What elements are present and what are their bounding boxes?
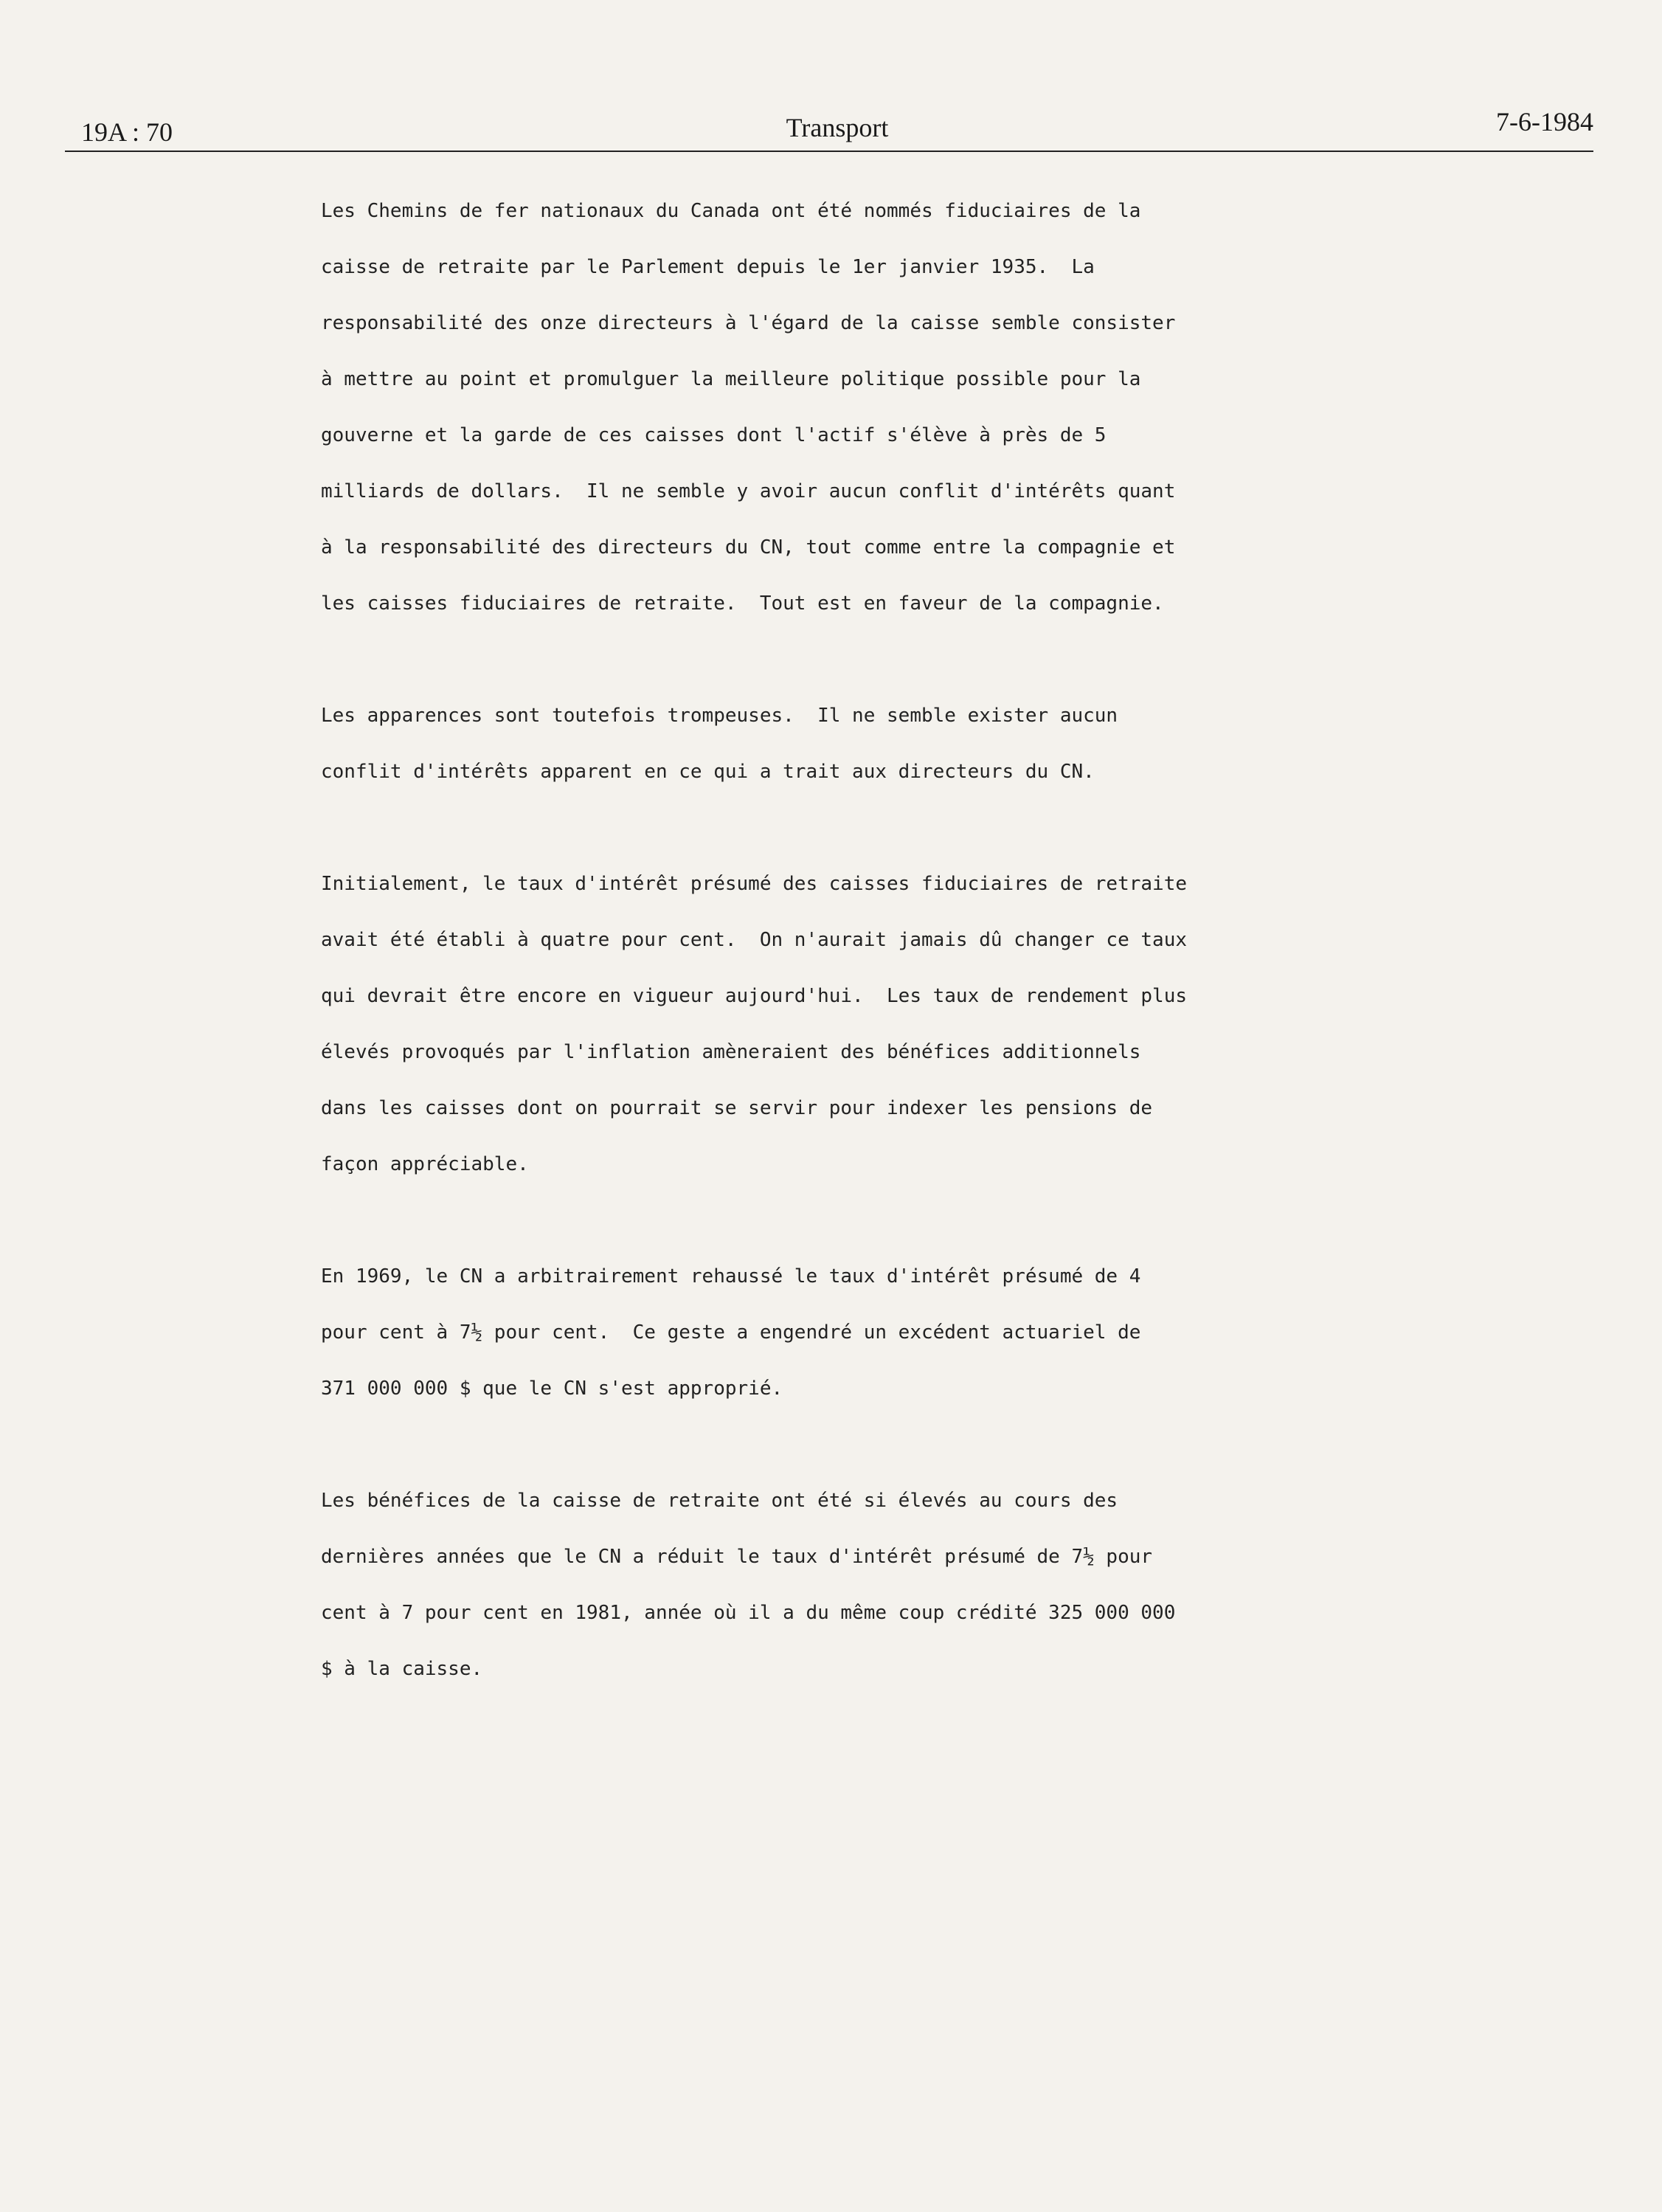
paragraph	[321, 1473, 1368, 1697]
text-line: élevés provoqués par l'inflation amèneraient des bénéfices additionnels	[321, 1041, 1141, 1063]
text-line: pour cent à 7½ pour cent. Ce geste a engendré un excédent actuariel de	[321, 1321, 1141, 1344]
text-line: 371 000 000 $ que le CN s'est approprié.	[321, 1378, 783, 1400]
text-line: En 1969, le CN a arbitrairement rehaussé le taux d'intérêt présumé de 4	[321, 1265, 1141, 1288]
text-line: les caisses fiduciaires de retraite. Tout est en faveur de la compagnie.	[321, 592, 1164, 615]
paragraph	[321, 688, 1368, 800]
header-rule	[65, 151, 1593, 152]
paragraph	[321, 856, 1368, 1192]
text-line: caisse de retraite par le Parlement depuis le 1er janvier 1935. La	[321, 256, 1095, 278]
paragraph	[321, 1248, 1368, 1417]
document-body	[321, 183, 1368, 1697]
text-line: façon appréciable.	[321, 1153, 529, 1175]
running-title: Transport	[786, 113, 889, 142]
text-line: dans les caisses dont on pourrait se servir pour indexer les pensions de	[321, 1097, 1153, 1119]
text-line: cent à 7 pour cent en 1981, année où il a du même coup crédité 325 000 000	[321, 1602, 1176, 1624]
text-line: responsabilité des onze directeurs à l'égard de la caisse semble consister	[321, 312, 1176, 334]
text-line: qui devrait être encore en vigueur aujourd'hui. Les taux de rendement plus	[321, 985, 1187, 1007]
paragraph	[321, 183, 1368, 632]
text-line: à mettre au point et promulguer la meilleure politique possible pour la	[321, 368, 1141, 390]
text-line: avait été établi à quatre pour cent. On n'aurait jamais dû changer ce taux	[321, 929, 1187, 951]
text-line: Initialement, le taux d'intérêt présumé des caisses fiduciaires de retraite	[321, 873, 1187, 895]
text-line: Les bénéfices de la caisse de retraite ont été si élevés au cours des	[321, 1490, 1118, 1512]
page-reference: 19A : 70	[81, 117, 173, 147]
text-line: gouverne et la garde de ces caisses dont l'actif s'élève à près de 5	[321, 424, 1107, 446]
text-line: $ à la caisse.	[321, 1658, 483, 1680]
header-date: 7-6-1984	[1496, 107, 1593, 136]
text-line: Les Chemins de fer nationaux du Canada ont été nommés fiduciaires de la	[321, 200, 1141, 222]
text-line: milliards de dollars. Il ne semble y avoir aucun conflit d'intérêts quant	[321, 480, 1176, 502]
page-header	[81, 109, 1593, 151]
text-line: conflit d'intérêts apparent en ce qui a trait aux directeurs du CN.	[321, 761, 1095, 783]
text-line: Les apparences sont toutefois trompeuses. Il ne semble exister aucun	[321, 705, 1118, 727]
text-line: à la responsabilité des directeurs du CN, tout comme entre la compagnie et	[321, 536, 1176, 559]
text-line: dernières années que le CN a réduit le taux d'intérêt présumé de 7½ pour	[321, 1546, 1153, 1568]
